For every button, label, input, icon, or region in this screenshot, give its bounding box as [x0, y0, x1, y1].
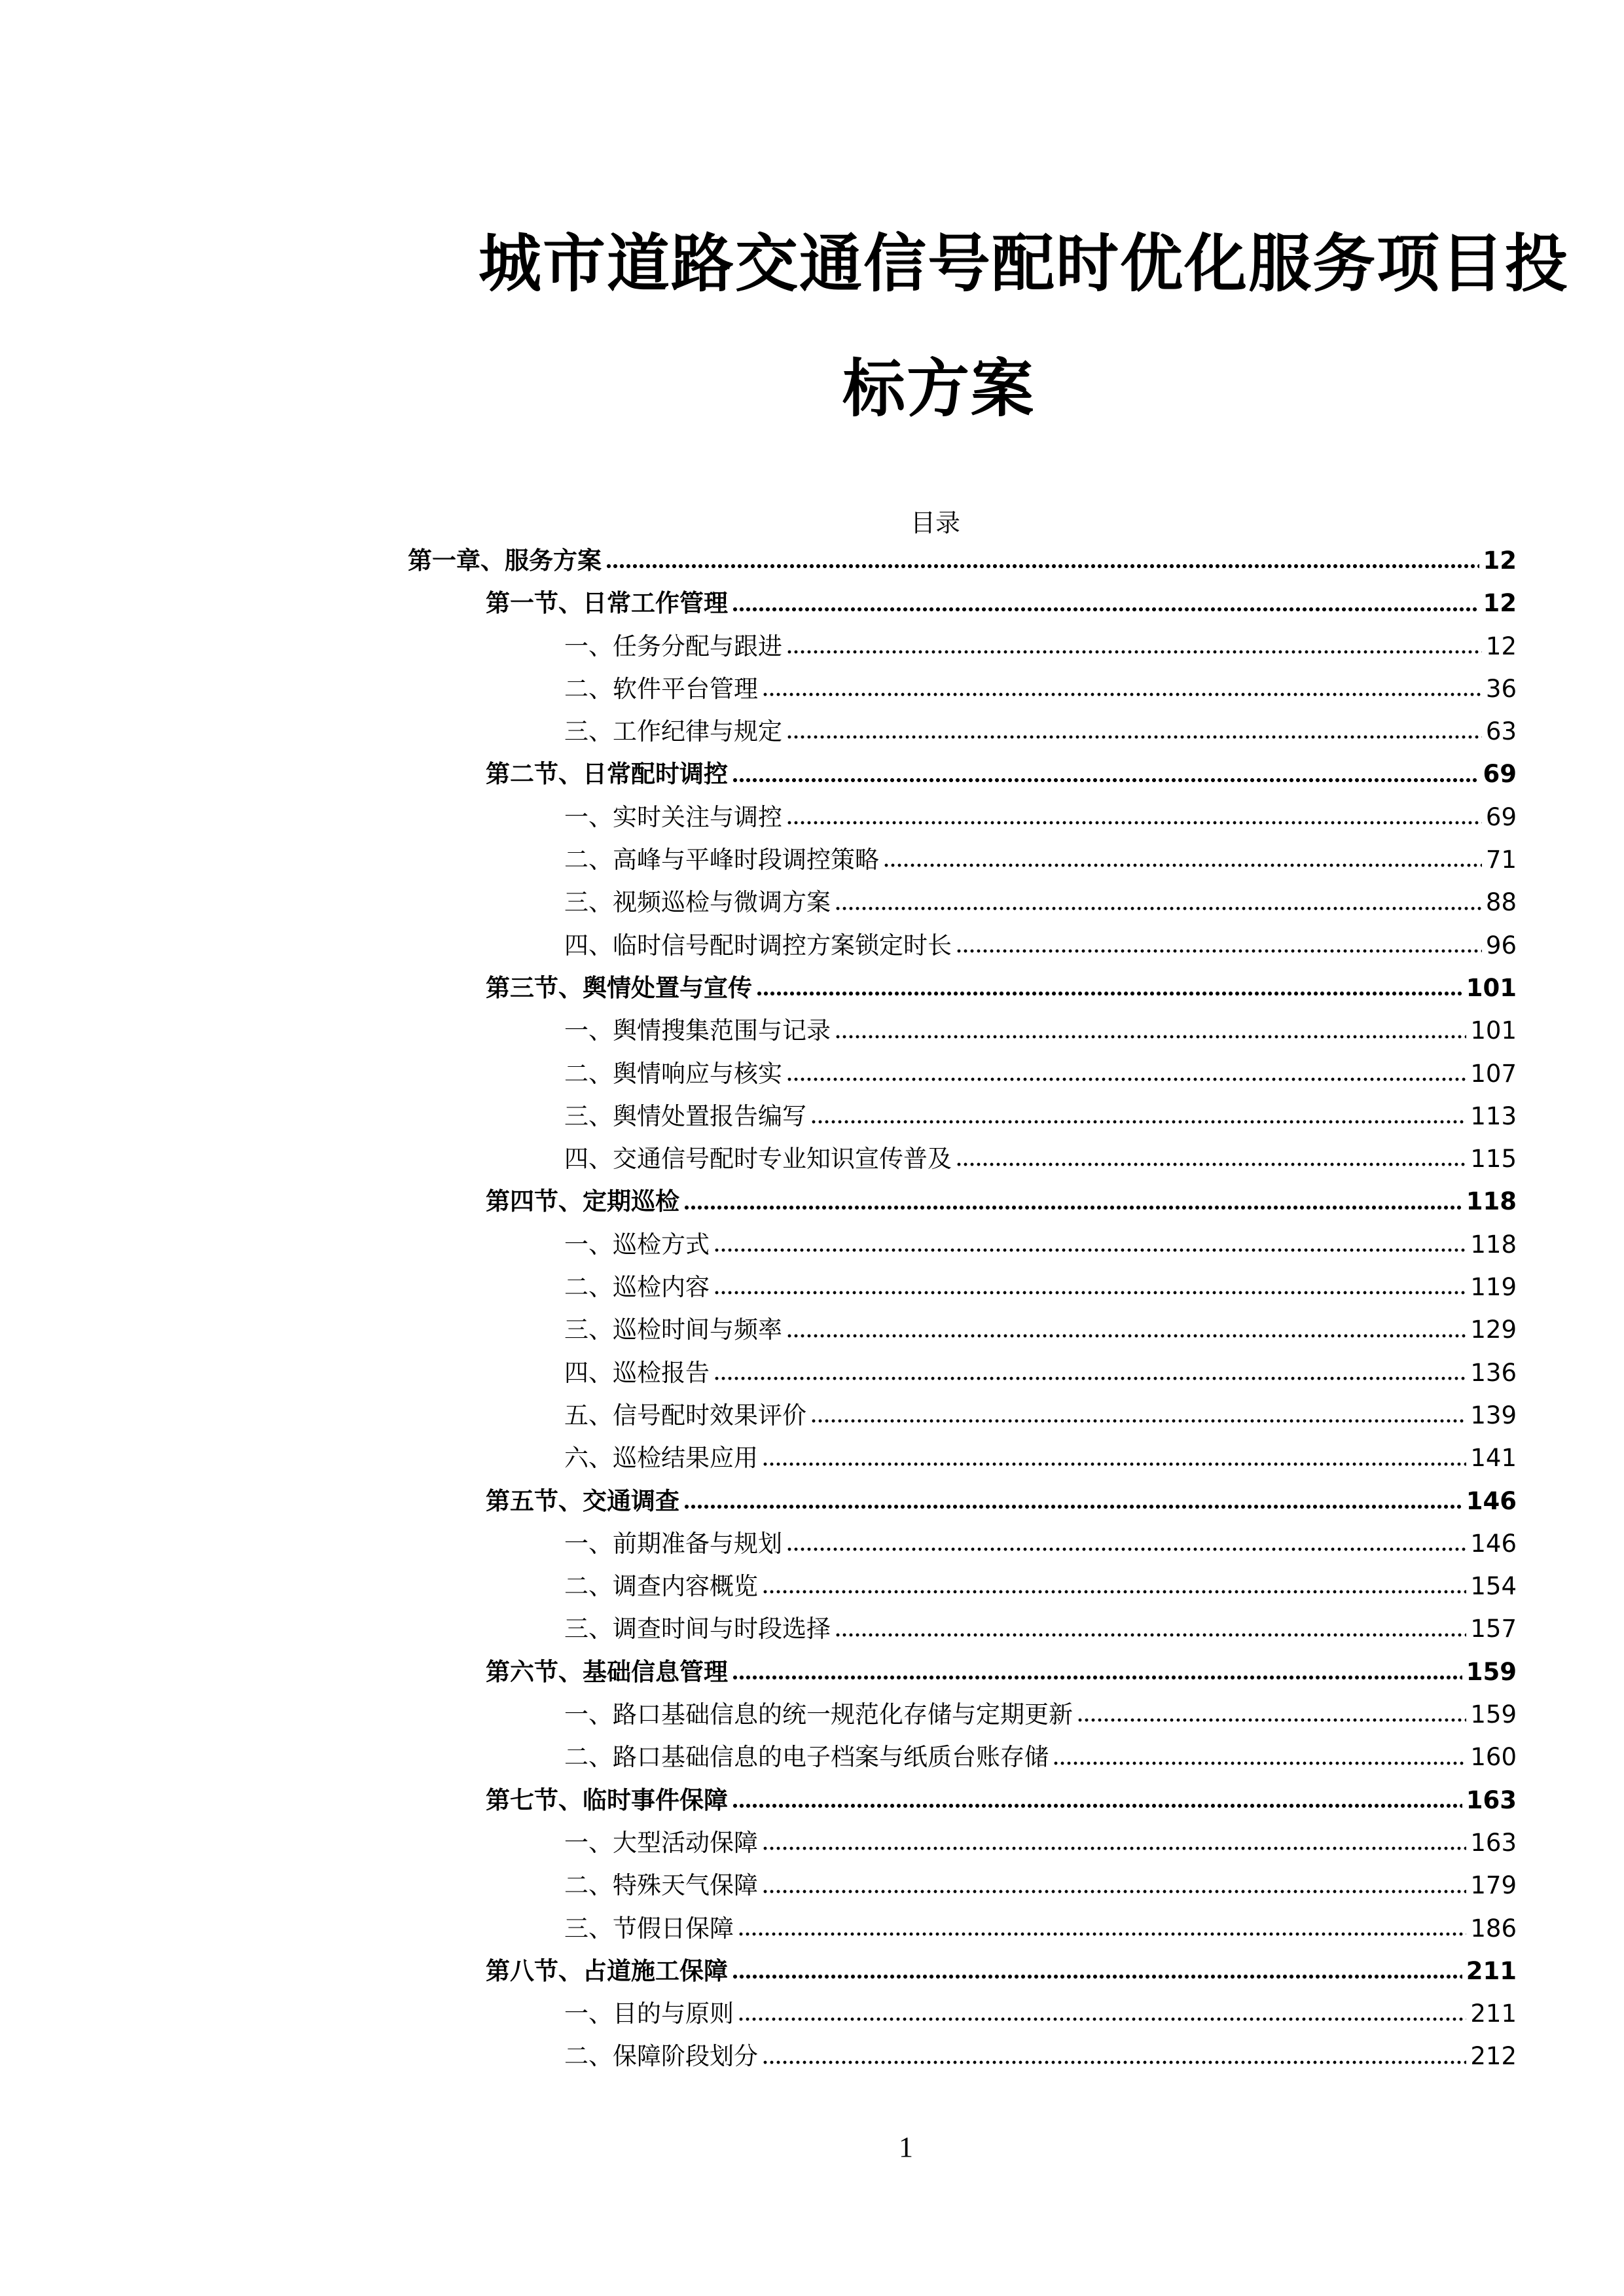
toc-section-entry[interactable] — [0, 1950, 1517, 1992]
toc-entry-page: 115 — [1470, 1145, 1517, 1174]
toc-dot-leader — [732, 1973, 1462, 1981]
toc-entry-page: 146 — [1470, 1529, 1517, 1558]
toc-entry-label: 三、调查时间与时段选择 — [564, 1615, 831, 1643]
toc-entry-label: 三、舆情处置报告编写 — [564, 1102, 806, 1130]
toc-entry-page: 101 — [1470, 1016, 1517, 1045]
toc-entry-page: 118 — [1470, 1230, 1517, 1259]
toc-dot-leader — [956, 1160, 1466, 1168]
toc-entry-label: 第三节、舆情处置与宣传 — [486, 973, 752, 1002]
toc-entry-page: 69 — [1483, 760, 1517, 789]
toc-entry-page: 163 — [1466, 1785, 1517, 1814]
toc-dot-leader — [956, 947, 1482, 955]
toc-entry-label: 第一章、服务方案 — [408, 547, 602, 575]
toc-section-entry[interactable] — [0, 753, 1517, 795]
toc-dot-leader — [786, 1075, 1466, 1083]
toc-entry-label: 第四节、定期巡检 — [486, 1187, 679, 1216]
toc-dot-leader — [683, 1204, 1462, 1211]
toc-entry-page: 141 — [1470, 1444, 1517, 1473]
toc-subsection-entry[interactable] — [0, 1223, 1517, 1266]
toc-entry-label: 一、舆情搜集范围与记录 — [564, 1016, 831, 1045]
table-of-contents — [0, 539, 1517, 2078]
toc-dot-leader — [762, 1460, 1466, 1468]
toc-entry-page: 139 — [1470, 1401, 1517, 1429]
toc-subsection-entry[interactable] — [0, 924, 1517, 967]
toc-section-entry[interactable] — [0, 1779, 1517, 1821]
toc-entry-label: 四、临时信号配时调控方案锁定时长 — [564, 931, 952, 960]
toc-entry-page: 179 — [1470, 1871, 1517, 1900]
toc-dot-leader — [713, 1246, 1466, 1254]
toc-subsection-entry[interactable] — [0, 838, 1517, 881]
toc-dot-leader — [786, 1545, 1466, 1553]
document-title-line-1: 城市道路交通信号配时优化服务项目投 — [478, 227, 1569, 300]
toc-dot-leader — [810, 1118, 1466, 1126]
toc-entry-label: 四、巡检报告 — [564, 1358, 710, 1387]
toc-section-entry[interactable] — [0, 967, 1517, 1009]
toc-subsection-entry[interactable] — [0, 1394, 1517, 1437]
toc-dot-leader — [762, 1588, 1466, 1596]
toc-entry-page: 63 — [1485, 717, 1517, 746]
toc-subsection-entry[interactable] — [0, 1821, 1517, 1864]
toc-dot-leader — [683, 1503, 1462, 1511]
toc-dot-leader — [762, 691, 1482, 698]
toc-entry-label: 二、巡检内容 — [564, 1273, 710, 1302]
toc-entry-label: 五、信号配时效果评价 — [564, 1401, 806, 1429]
toc-dot-leader — [883, 861, 1482, 869]
toc-dot-leader — [605, 562, 1479, 570]
toc-subsection-entry[interactable] — [0, 1864, 1517, 1907]
toc-dot-leader — [835, 1631, 1466, 1639]
toc-dot-leader — [732, 776, 1479, 784]
toc-subsection-entry[interactable] — [0, 1009, 1517, 1052]
toc-entry-label: 二、保障阶段划分 — [564, 2042, 758, 2071]
toc-dot-leader — [1077, 1716, 1466, 1724]
toc-entry-label: 第二节、日常配时调控 — [486, 760, 728, 789]
toc-entry-label: 一、大型活动保障 — [564, 1828, 758, 1857]
toc-dot-leader — [762, 1888, 1466, 1895]
toc-entry-page: 186 — [1470, 1914, 1517, 1943]
toc-subsection-entry[interactable] — [0, 1907, 1517, 1950]
toc-entry-page: 160 — [1470, 1743, 1517, 1772]
toc-dot-leader — [738, 2015, 1466, 2023]
toc-entry-page: 159 — [1470, 1700, 1517, 1729]
toc-entry-label: 二、高峰与平峰时段调控策略 — [564, 846, 879, 874]
toc-entry-label: 一、前期准备与规划 — [564, 1529, 782, 1558]
toc-subsection-entry[interactable] — [0, 1736, 1517, 1778]
toc-subsection-entry[interactable] — [0, 1992, 1517, 2035]
toc-entry-page: 154 — [1470, 1572, 1517, 1601]
toc-entry-label: 一、任务分配与跟进 — [564, 632, 782, 660]
toc-entry-page: 146 — [1466, 1486, 1517, 1515]
toc-entry-page: 88 — [1485, 888, 1517, 917]
toc-entry-label: 第六节、基础信息管理 — [486, 1657, 728, 1686]
toc-entry-page: 12 — [1483, 589, 1517, 618]
toc-entry-page: 12 — [1485, 632, 1517, 660]
toc-entry-label: 第一节、日常工作管理 — [486, 589, 728, 618]
toc-subsection-entry[interactable] — [0, 1138, 1517, 1180]
toc-entry-page: 212 — [1470, 2042, 1517, 2071]
toc-section-entry[interactable] — [0, 1180, 1517, 1223]
toc-dot-leader — [732, 1674, 1462, 1681]
toc-entry-page: 157 — [1470, 1615, 1517, 1643]
toc-entry-page: 113 — [1470, 1102, 1517, 1130]
toc-entry-page: 36 — [1485, 674, 1517, 703]
toc-dot-leader — [713, 1374, 1466, 1382]
toc-entry-label: 二、特殊天气保障 — [564, 1871, 758, 1900]
toc-subsection-entry[interactable] — [0, 796, 1517, 838]
toc-subsection-entry[interactable] — [0, 1266, 1517, 1308]
toc-heading: 目录 — [910, 509, 960, 537]
toc-subsection-entry[interactable] — [0, 1352, 1517, 1394]
toc-chapter-entry[interactable] — [0, 539, 1517, 582]
toc-subsection-entry[interactable] — [0, 2035, 1517, 2077]
toc-dot-leader — [713, 1289, 1466, 1297]
toc-entry-label: 四、交通信号配时专业知识宣传普及 — [564, 1145, 952, 1174]
toc-entry-page: 119 — [1470, 1273, 1517, 1302]
toc-entry-page: 101 — [1466, 973, 1517, 1002]
toc-dot-leader — [786, 819, 1482, 827]
toc-entry-label: 第八节、占道施工保障 — [486, 1956, 728, 1985]
toc-dot-leader — [762, 1844, 1466, 1852]
toc-dot-leader — [732, 605, 1479, 613]
toc-section-entry[interactable] — [0, 1651, 1517, 1693]
toc-subsection-entry[interactable] — [0, 881, 1517, 924]
toc-subsection-entry[interactable] — [0, 1522, 1517, 1565]
toc-subsection-entry[interactable] — [0, 1437, 1517, 1479]
toc-dot-leader — [738, 1930, 1466, 1938]
toc-entry-page: 159 — [1466, 1657, 1517, 1686]
toc-entry-label: 三、视频巡检与微调方案 — [564, 888, 831, 917]
toc-subsection-entry[interactable] — [0, 1052, 1517, 1095]
toc-subsection-entry[interactable] — [0, 710, 1517, 753]
toc-dot-leader — [732, 1802, 1462, 1810]
toc-entry-label: 一、路口基础信息的统一规范化存储与定期更新 — [564, 1700, 1073, 1729]
toc-entry-label: 一、目的与原则 — [564, 2000, 734, 2028]
toc-dot-leader — [786, 1332, 1466, 1340]
toc-section-entry[interactable] — [0, 1480, 1517, 1522]
toc-subsection-entry[interactable] — [0, 1565, 1517, 1607]
toc-entry-page: 163 — [1470, 1828, 1517, 1857]
toc-entry-page: 129 — [1470, 1316, 1517, 1344]
toc-entry-label: 二、舆情响应与核实 — [564, 1059, 782, 1088]
toc-entry-label: 一、巡检方式 — [564, 1230, 710, 1259]
toc-dot-leader — [786, 733, 1482, 741]
toc-entry-label: 二、软件平台管理 — [564, 674, 758, 703]
toc-dot-leader — [835, 905, 1482, 912]
toc-entry-label: 第七节、临时事件保障 — [486, 1785, 728, 1814]
toc-entry-page: 211 — [1470, 2000, 1517, 2028]
document-title-line-2: 标方案 — [842, 352, 1035, 425]
toc-subsection-entry[interactable] — [0, 1308, 1517, 1351]
toc-entry-label: 六、巡检结果应用 — [564, 1444, 758, 1473]
toc-entry-label: 二、调查内容概览 — [564, 1572, 758, 1601]
toc-dot-leader — [835, 1033, 1466, 1041]
toc-entry-label: 三、节假日保障 — [564, 1914, 734, 1943]
toc-entry-page: 71 — [1485, 846, 1517, 874]
toc-subsection-entry[interactable] — [0, 668, 1517, 710]
toc-entry-page: 211 — [1466, 1956, 1517, 1985]
toc-section-entry[interactable] — [0, 582, 1517, 624]
toc-entry-label: 三、巡检时间与频率 — [564, 1316, 782, 1344]
toc-subsection-entry[interactable] — [0, 625, 1517, 668]
toc-subsection-entry[interactable] — [0, 1095, 1517, 1138]
toc-dot-leader — [810, 1417, 1466, 1425]
toc-entry-page: 107 — [1470, 1059, 1517, 1088]
toc-entry-label: 二、路口基础信息的电子档案与纸质台账存储 — [564, 1743, 1049, 1772]
page-number: 1 — [899, 2131, 913, 2163]
toc-entry-label: 第五节、交通调查 — [486, 1486, 679, 1515]
toc-entry-page: 96 — [1485, 931, 1517, 960]
toc-dot-leader — [786, 648, 1482, 656]
toc-entry-page: 12 — [1483, 547, 1517, 575]
toc-entry-page: 136 — [1470, 1358, 1517, 1387]
toc-entry-page: 69 — [1485, 802, 1517, 831]
toc-subsection-entry[interactable] — [0, 1693, 1517, 1736]
toc-subsection-entry[interactable] — [0, 1607, 1517, 1650]
toc-entry-label: 三、工作纪律与规定 — [564, 717, 782, 746]
toc-dot-leader — [1053, 1759, 1466, 1767]
toc-entry-label: 一、实时关注与调控 — [564, 802, 782, 831]
toc-entry-page: 118 — [1466, 1187, 1517, 1216]
toc-dot-leader — [762, 2058, 1466, 2066]
toc-dot-leader — [756, 990, 1462, 997]
